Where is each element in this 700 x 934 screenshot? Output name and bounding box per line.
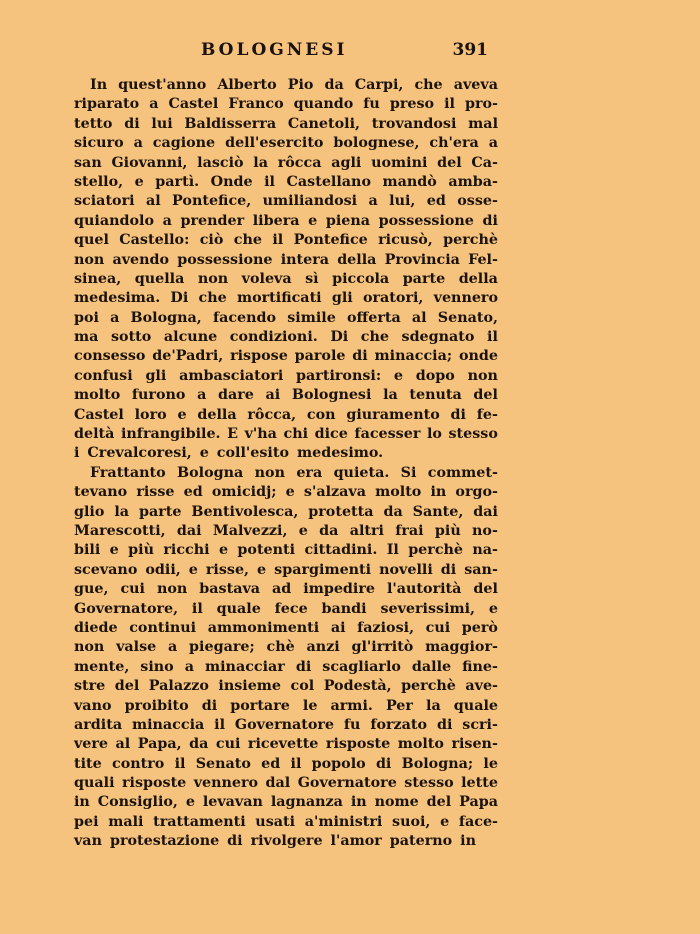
text-line: Marescotti, dai Malvezzi, e da altri frai più no-: [74, 522, 498, 539]
paragraph: [74, 76, 498, 464]
text-line: van protestazione di rivolgere l'amor paterno in: [74, 833, 476, 850]
text-line: stello, e partì. Onde il Castellano mandò amba-: [74, 173, 498, 190]
text-line: riparato a Castel Franco quando fu preso il pro-: [74, 96, 498, 113]
text-line: Castel loro e della rôcca, con giuramento di fe-: [74, 406, 498, 423]
text-line: vere al Papa, da cui ricevette risposte molto risen-: [74, 736, 498, 753]
text-line: non avendo possessione intera della Provincia Fel-: [74, 251, 498, 268]
body-text: [74, 76, 498, 852]
text-line: quel Castello: ciò che il Pontefice ricusò, perchè: [74, 232, 498, 249]
text-line: quali risposte vennero dal Governatore stesso lette: [74, 775, 498, 792]
text-line: tetto di lui Baldisserra Canetoli, trovandosi mal: [74, 115, 498, 132]
text-line: consesso de'Padri, rispose parole di minaccia; onde: [74, 348, 498, 365]
text-line: quiandolo a prender libera e piena possessione di: [74, 212, 498, 229]
text-line: pei mali trattamenti usati a'ministri suoi, e face-: [74, 813, 498, 830]
text-line: ardita minaccia il Governatore fu forzato di scri-: [74, 716, 498, 733]
text-line: mente, sino a minacciar di scagliarlo dalle fine-: [74, 658, 498, 675]
text-line: stre del Palazzo insieme col Podestà, perchè ave-: [74, 678, 498, 695]
text-line: diede continui ammonimenti ai faziosi, cui però: [74, 619, 498, 636]
text-line: glio la parte Bentivolesca, protetta da Sante, dai: [74, 503, 498, 520]
text-line: gue, cui non bastava ad impedire l'autorità del: [74, 581, 498, 598]
book-page: [74, 40, 498, 852]
text-line: poi a Bologna, facendo simile offerta al Senato,: [74, 309, 498, 326]
text-line: tevano risse ed omicidj; e s'alzava molto in orgo-: [74, 484, 498, 501]
page-number: 391: [452, 40, 488, 60]
text-line: scevano odii, e risse, e spargimenti novelli di san-: [74, 561, 498, 578]
text-line: deltà infrangibile. E v'ha chi dice facesser lo stesso: [74, 426, 498, 443]
text-line: medesima. Di che mortificati gli oratori, vennero: [74, 290, 498, 307]
running-head: [74, 40, 498, 66]
text-line: In quest'anno Alberto Pio da Carpi, che aveva: [90, 77, 498, 93]
paragraph: [74, 464, 498, 852]
text-line: ma sotto alcune condizioni. Di che sdegnato il: [74, 329, 498, 346]
text-line: non valse a piegare; chè anzi gl'irritò maggior-: [74, 639, 498, 656]
text-line: i Crevalcoresi, e coll'esito medesimo.: [74, 445, 384, 462]
text-line: confusi gli ambasciatori partironsi: e dopo non: [74, 367, 498, 384]
text-line: vano proibito di portare le armi. Per la quale: [74, 697, 498, 714]
text-line: molto furono a dare ai Bolognesi la tenuta del: [74, 387, 498, 404]
text-line: tite contro il Senato ed il popolo di Bologna; le: [74, 755, 498, 772]
text-line: bili e più ricchi e potenti cittadini. Il perchè na-: [74, 542, 498, 559]
text-line: san Giovanni, lasciò la rôcca agli uomini del Ca-: [74, 154, 498, 171]
text-line: sciatori al Pontefice, umiliandosi a lui, ed osse-: [74, 193, 498, 210]
running-title: BOLOGNESI: [201, 40, 348, 60]
text-line: sinea, quella non voleva sì piccola parte della: [74, 270, 498, 287]
text-line: in Consiglio, e levavan lagnanza in nome del Papa: [74, 794, 498, 811]
text-line: sicuro a cagione dell'esercito bolognese, ch'era a: [74, 135, 498, 152]
text-line: Governatore, il quale fece bandi severissimi, e: [74, 600, 498, 617]
text-line: Frattanto Bologna non era quieta. Si commet-: [90, 464, 498, 481]
